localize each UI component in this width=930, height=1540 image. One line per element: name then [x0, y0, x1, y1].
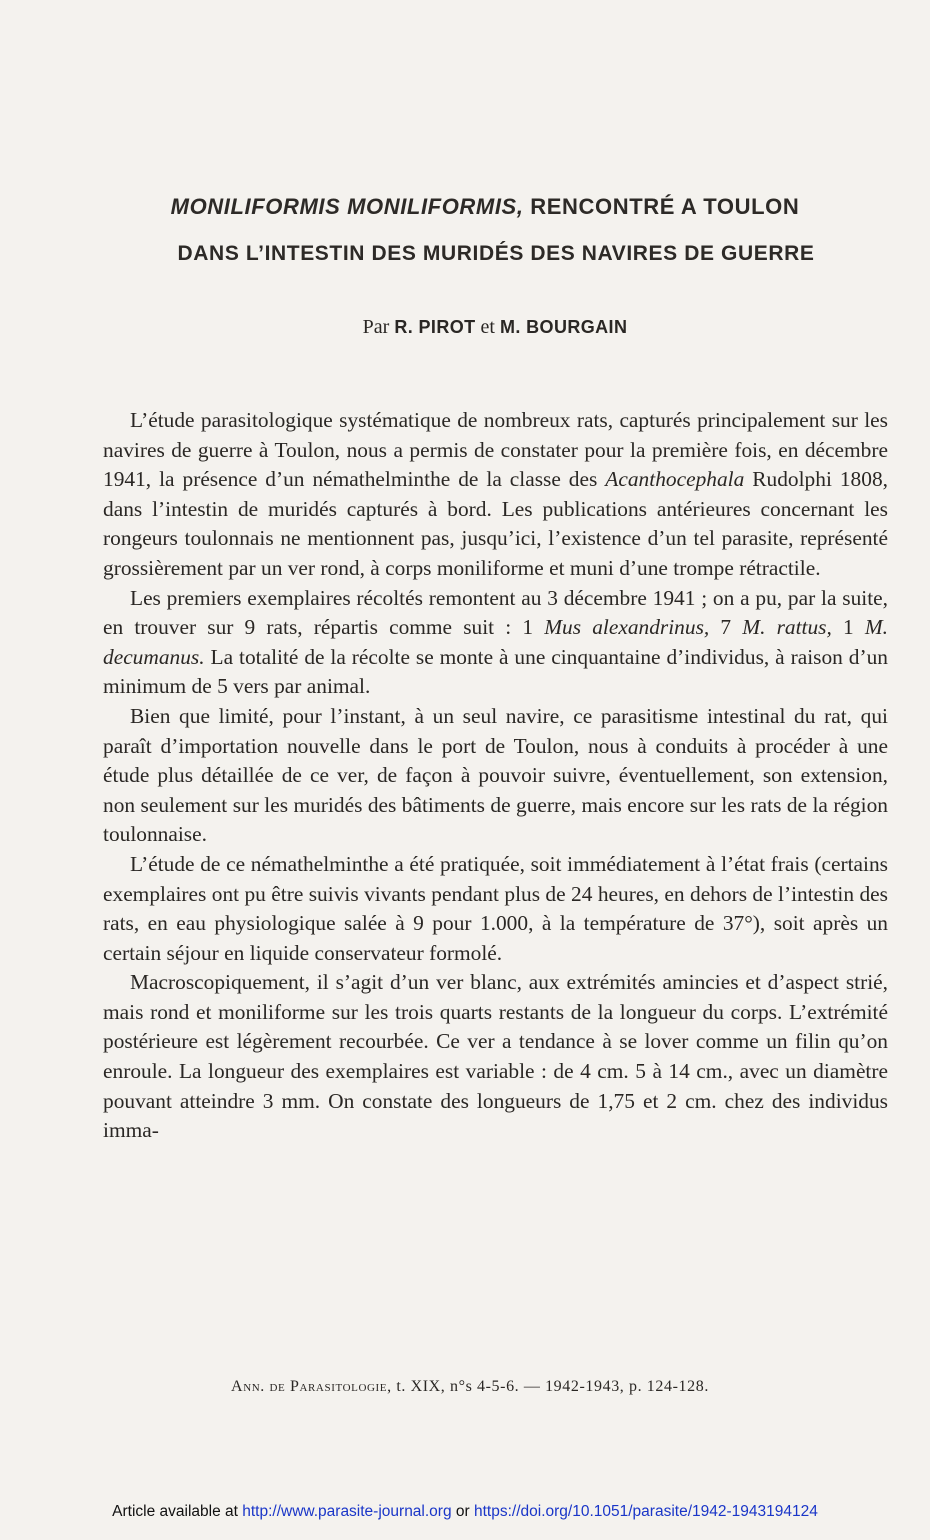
- paragraph-3: Bien que limité, pour l’instant, à un seul navire, ce parasitisme intestinal du rat, qui paraît d’importation nouvelle dans le port de Toulon, nous à conduits à procéder à une étude plus détaillée de ce ver, de façon à pouvoir suivre, éventuellement, son extension, non seulement sur les muridés des bâtiments de guerre, mais encore sur les rats de la région toulonnaise.: [103, 703, 888, 847]
- taxon-mus-alexandrinus: Mus alexandrinus,: [544, 615, 710, 640]
- paragraph-1-text-b: Rudolphi 1808, dans l’intestin de muridés capturés à bord. Les publications antérieures concernant les rongeurs toulonnais ne mentionnent pas, jusqu’ici, l’existence d’un tel parasite, représenté grossièrement par un ver rond, à corps moniliforme et muni d’une trompe rétractile.: [103, 467, 888, 580]
- paragraph-2: [103, 584, 888, 702]
- article-title-line1: [40, 194, 930, 220]
- byline-et: et: [475, 316, 500, 338]
- article-body: [103, 406, 888, 1146]
- author-1: R. PIROT: [394, 317, 476, 337]
- author-2: M. BOURGAIN: [499, 317, 628, 337]
- taxon-m-rattus: M. rattus,: [742, 615, 832, 640]
- paragraph-1: [103, 406, 888, 584]
- availability-or: or: [451, 1503, 474, 1520]
- article-title-line2: DANS L’INTESTIN DES MURIDÉS DES NAVIRES DE GUERRE: [177, 242, 815, 265]
- paragraph-4: L’étude de ce némathelminthe a été pratiquée, soit immédiatement à l’état frais (certains exemplaires ont pu être suivis vivants pendant plus de 24 heures, en dehors de l’intestin des rats, en eau physiologique salée à 9 pour 1.000, à la température de 37°), soit après un certain séjour en liquide conservateur formolé.: [103, 851, 888, 965]
- taxon-acanthocephala: Acanthocephala: [605, 467, 745, 492]
- paragraph-2-text-c: 1: [831, 615, 865, 640]
- paragraph-2-text-b: 7: [709, 615, 743, 640]
- byline-par: Par: [362, 316, 395, 338]
- citation-details: t. XIX, n°s 4-5-6. — 1942-1943, p. 124-128.: [391, 1378, 709, 1395]
- paragraph-2-text-d: La totalité de la récolte se monte à une cinquantaine d’individus, à raison d’un minimum de 5 vers par animal.: [103, 644, 888, 699]
- journal-name: Ann. de Parasitologie,: [231, 1378, 392, 1395]
- journal-website-link[interactable]: http://www.parasite-journal.org: [242, 1503, 452, 1520]
- byline: [0, 316, 930, 339]
- taxon-m-decumanus: M. decumanus.: [103, 615, 889, 669]
- title-line1-rest: RENCONTRÉ A TOULON: [523, 194, 800, 219]
- paragraph-1-text-a: L’étude parasitologique systématique de nombreux rats, capturés principalement sur les navires de guerre à Toulon, nous a permis de constater pour la première fois, en décembre 1941, la présence d’un némathelminthe de la classe des: [103, 408, 888, 492]
- doi-link[interactable]: https://doi.org/10.1051/parasite/1942-1943194124: [474, 1503, 818, 1520]
- journal-citation: [120, 1378, 820, 1396]
- paragraph-2-text-a: Les premiers exemplaires récoltés remontent au 3 décembre 1941 ; on a pu, par la suite, en trouver sur 9 rats, répartis comme suit : 1: [103, 585, 888, 640]
- title-genus-species: MONILIFORMIS MONILIFORMIS,: [170, 194, 524, 219]
- availability-line: [0, 1503, 930, 1521]
- paragraph-5: Macroscopiquement, il s’agit d’un ver blanc, aux extrémités amincies et d’aspect strié, mais rond et moniliforme sur les trois quarts restants de la longueur du corps. L’extrémité postérieure est légèrement recourbée. Ce ver a tendance à se lover comme un filin qu’on enroule. La longueur des exemplaires est variable : de 4 cm. 5 à 14 cm., avec un diamètre pouvant atteindre 3 mm. On constate des longueurs de 1,75 et 2 cm. chez des individus imma-: [103, 970, 888, 1143]
- availability-prefix: Article available at: [112, 1503, 243, 1520]
